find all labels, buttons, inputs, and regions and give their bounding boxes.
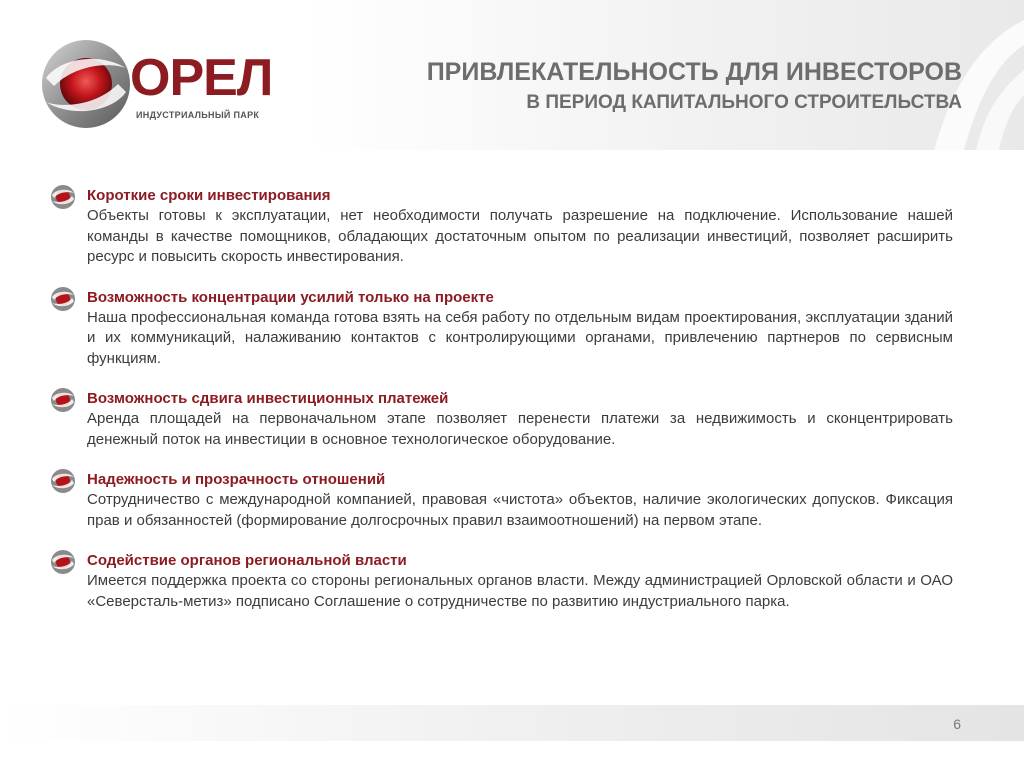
section-title: Содействие органов региональной власти (87, 552, 407, 569)
bullet-sphere-icon (50, 549, 76, 575)
bullet-sphere-icon (50, 286, 76, 312)
page-title: ПРИВЛЕКАТЕЛЬНОСТЬ ДЛЯ ИНВЕСТОРОВ (426, 58, 962, 86)
section-title: Возможность концентрации усилий только на проекте (87, 288, 494, 306)
list-item (50, 288, 953, 370)
company-logo (40, 38, 280, 128)
list-item (50, 551, 953, 612)
list-item (50, 186, 953, 268)
section-text: Имеется поддержка проекта со стороны региональных органов власти. Между администрацией Орловской области и ОАО «Северсталь-метиз» подписано Соглашение о сотрудничестве по развитию индустриального парка. (87, 572, 953, 610)
logo-subtitle: ИНДУСТРИАЛЬНЫЙ ПАРК (136, 110, 260, 120)
bullet-sphere-icon (50, 387, 76, 413)
logo-wordmark: ОРЕЛ (130, 49, 273, 107)
section-title: Надежность и прозрачность отношений (87, 471, 386, 488)
section-text: Аренда площадей на первоначальном этапе позволяет перенести платежи за недвижимость и сконцентрировать денежный поток на инвестиции в основное технологическое оборудование. (87, 410, 953, 448)
section-text: Объекты готовы к эксплуатации, нет необходимости получать разрешение на подключение. Использование нашей команды в качестве помощников, обладающих достаточным опытом по реализации инвестиций, позволяет расширить ресурс и повысить скорость инвестирования. (87, 207, 953, 265)
section-title: Возможность сдвига инвестиционных платежей (87, 390, 449, 407)
section-text: Наша профессиональная команда готова взять на себя работу по отдельным видам проектирования, эксплуатации зданий и их коммуникаций, налаживанию контактов с контролирующими органами, привлечению партнеров по сервисным функциям. (87, 308, 953, 367)
section-text: Сотрудничество с международной компанией, правовая «чистота» объектов, наличие экологических допусков. Фиксация прав и обязанностей (формирование долгосрочных правил взаимоотношений) на первом этапе. (87, 491, 953, 529)
page-number: 6 (953, 716, 961, 732)
list-item (50, 470, 953, 531)
logo-sphere-icon (40, 38, 132, 130)
page-subtitle: В ПЕРИОД КАПИТАЛЬНОГО СТРОИТЕЛЬСТВА (526, 92, 962, 113)
footer-band (0, 705, 1024, 741)
bullet-sphere-icon (50, 468, 76, 494)
section-title: Короткие сроки инвестирования (87, 187, 331, 204)
list-item (50, 389, 953, 450)
bullet-sphere-icon (50, 184, 76, 210)
content-list (50, 186, 953, 632)
